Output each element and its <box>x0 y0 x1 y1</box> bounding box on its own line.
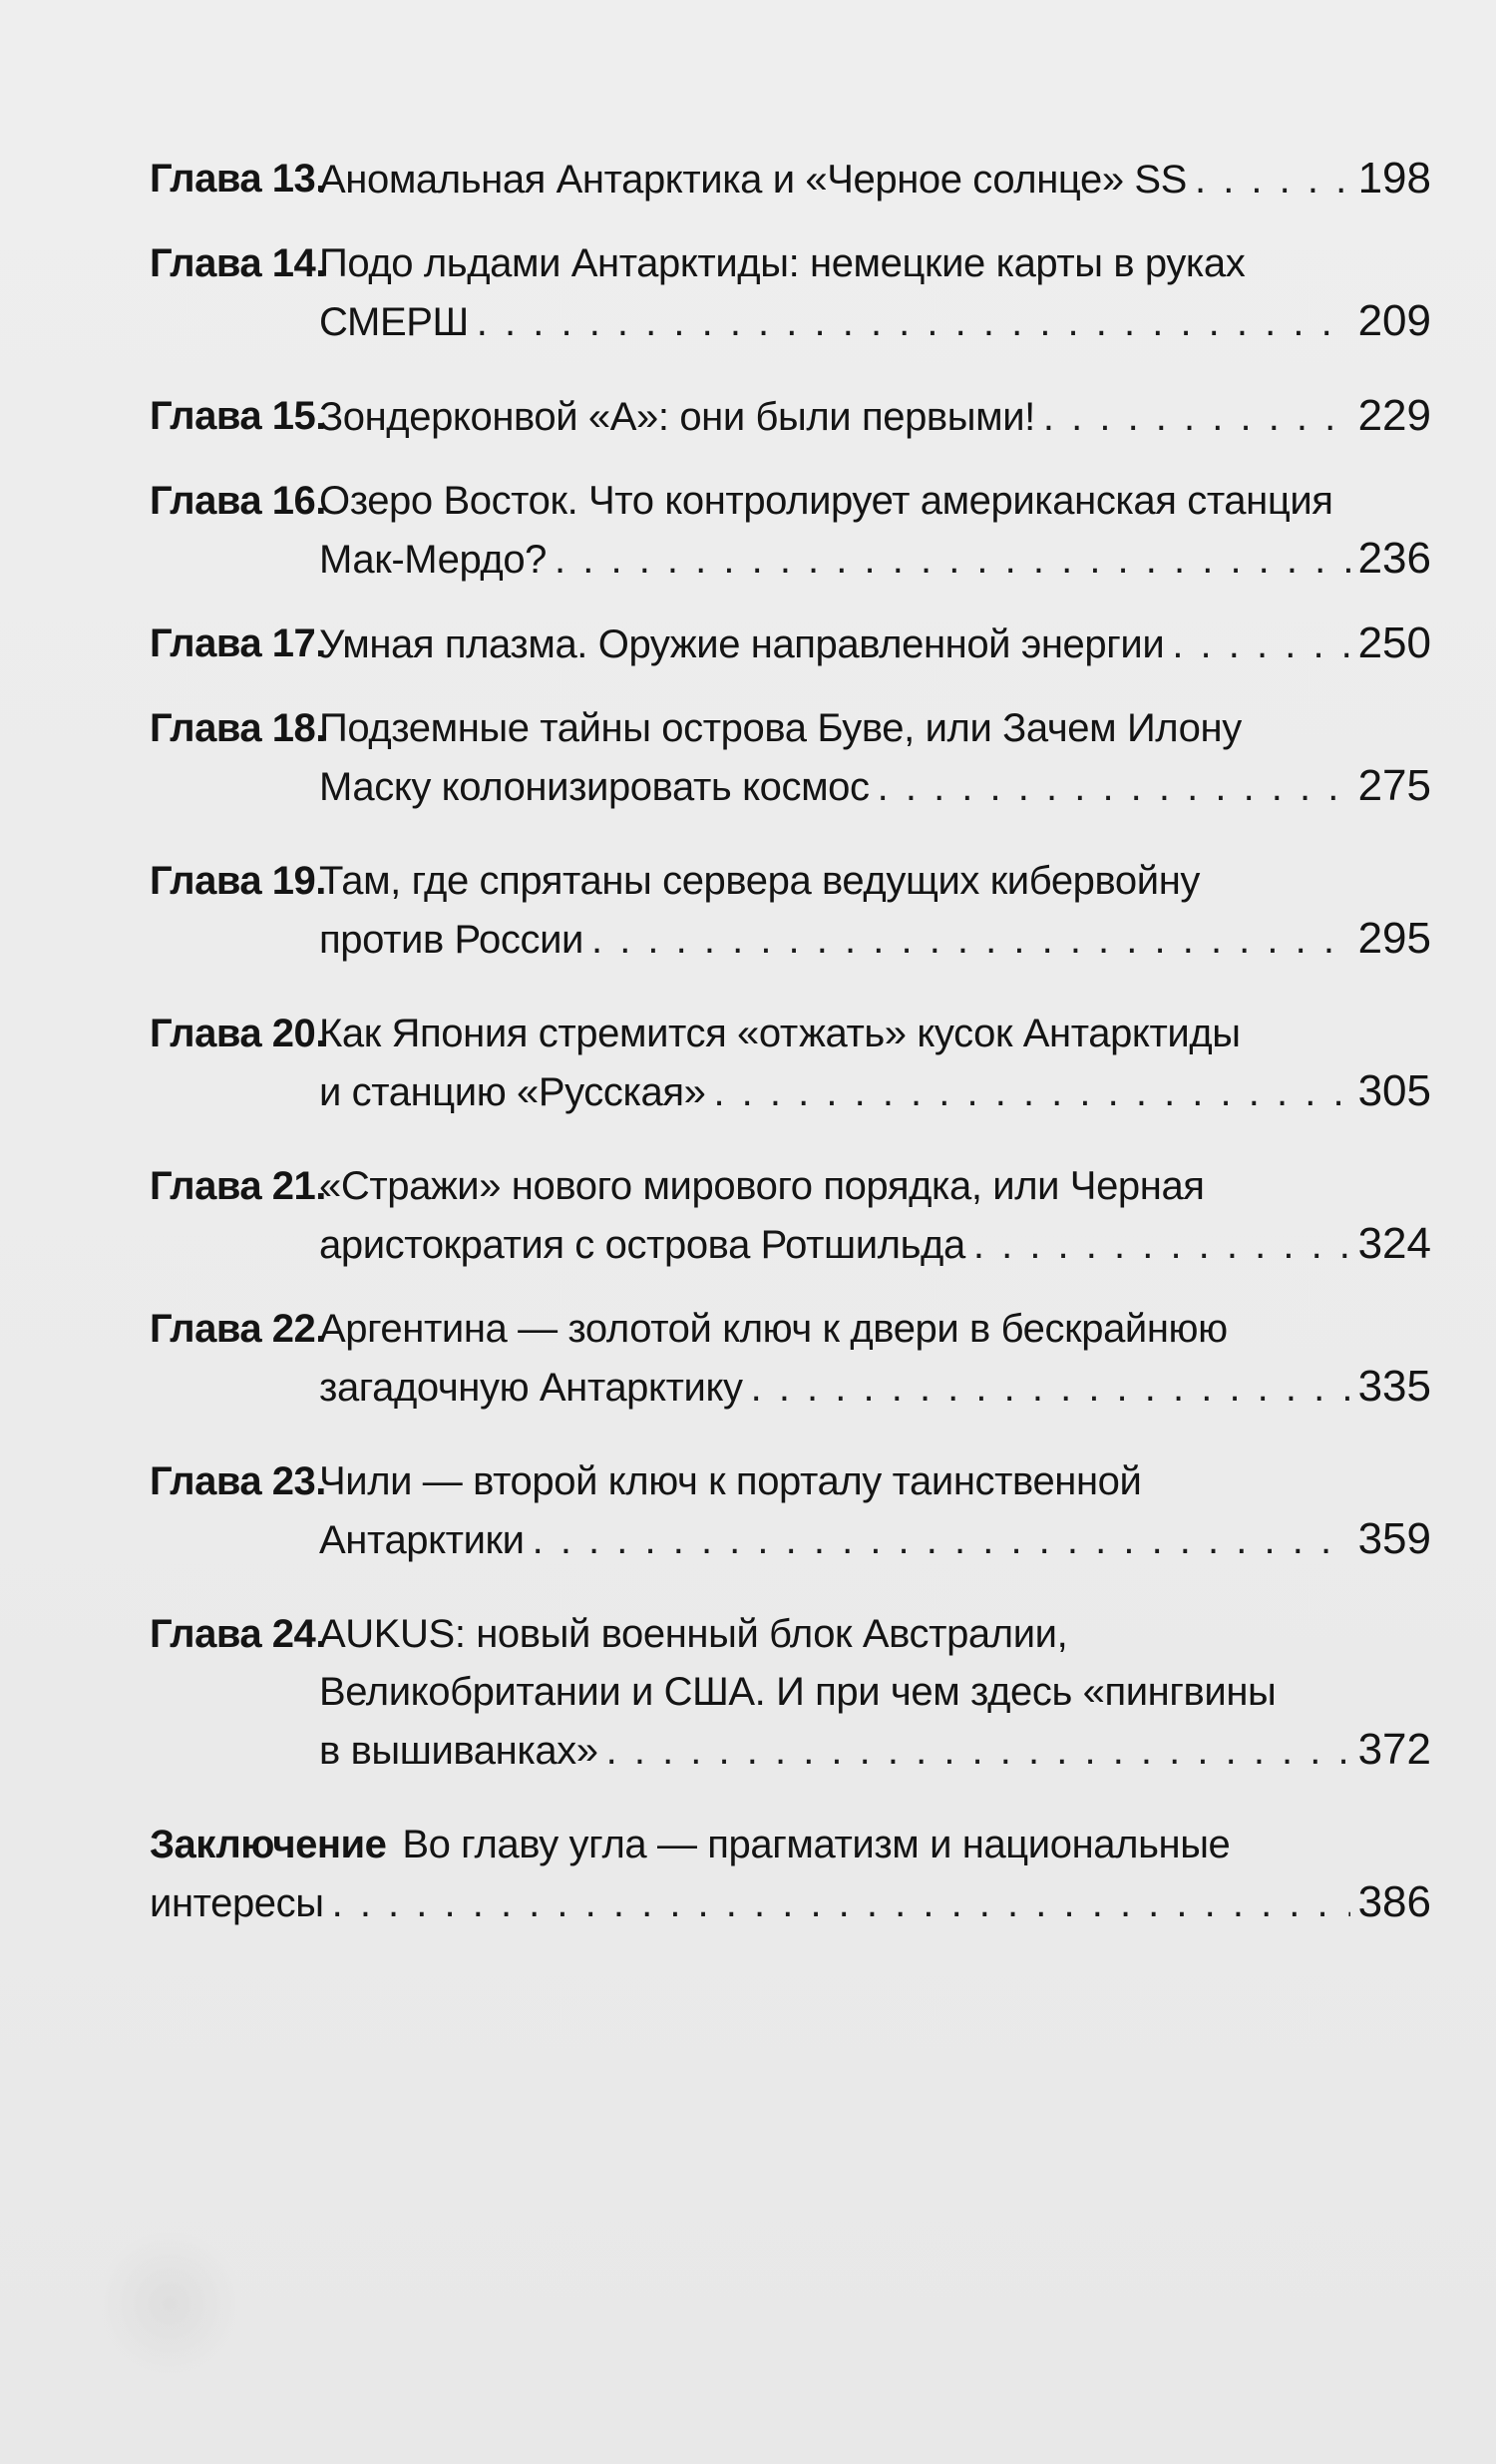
chapter-title-line: Антарктики <box>319 1518 525 1562</box>
chapter-title-line: Подземные тайны острова Буве, или Зачем Илону <box>319 706 1242 750</box>
leader-dots <box>878 758 1350 816</box>
chapter-title-line: аристократия с острова Ротшильда <box>319 1223 965 1267</box>
chapter-title-line: Подо льдами Антарктиды: немецкие карты в руках <box>319 241 1246 285</box>
leader-dots <box>751 1359 1350 1417</box>
page-number: 236 <box>1357 534 1431 583</box>
page-number: 198 <box>1357 154 1431 203</box>
conclusion-label: Заключение <box>150 1823 387 1866</box>
chapter-label: Глава 14. <box>150 241 326 285</box>
toc-entry <box>150 1005 1431 1121</box>
page-number: 305 <box>1357 1066 1431 1115</box>
chapter-label: Глава 24. <box>150 1612 326 1656</box>
toc-entry-conclusion-continued <box>150 1873 1431 1932</box>
chapter-title-line: Там, где спрятаны сервера ведущих кибервойну <box>319 859 1200 903</box>
chapter-label: Глава 19. <box>150 859 326 903</box>
chapter-title-line: Озеро Восток. Что контролирует американская станция <box>319 479 1333 523</box>
chapter-label: Глава 17. <box>150 621 326 665</box>
chapter-title-line: Чили — второй ключ к порталу таинственной <box>319 1459 1142 1503</box>
page-number: 324 <box>1357 1219 1431 1268</box>
toc-entry <box>150 472 1431 589</box>
leader-dots <box>591 911 1350 969</box>
chapter-title-line: Аргентина — золотой ключ к двери в бескрайнюю <box>319 1307 1228 1351</box>
chapter-title-line: Во главу угла — прагматизм и национальные <box>402 1823 1231 1866</box>
toc-entry <box>150 615 1431 673</box>
leader-dots <box>533 1511 1350 1569</box>
leader-dots <box>713 1063 1349 1121</box>
leader-dots <box>1172 616 1349 673</box>
chapter-label: Глава 15. <box>150 394 326 438</box>
chapter-label: Глава 20. <box>150 1012 326 1055</box>
chapter-label: Глава 21. <box>150 1164 326 1208</box>
chapter-title-line: AUKUS: новый военный блок Австралии, <box>319 1612 1068 1656</box>
toc-entry <box>150 150 1431 208</box>
leader-dots <box>606 1722 1350 1780</box>
page-number: 229 <box>1357 391 1431 440</box>
page-number: 209 <box>1357 296 1431 345</box>
chapter-title-line: «Стражи» нового мирового порядка, или Черная <box>319 1164 1205 1208</box>
chapter-title-line: интересы <box>150 1881 324 1925</box>
toc-entry <box>150 852 1431 969</box>
chapter-title-line: СМЕРШ <box>319 300 469 344</box>
chapter-title-line: Умная плазма. Оружие направленной энергии <box>319 622 1165 666</box>
chapter-title-line: Зондерконвой «А»: они были первыми! <box>319 395 1035 439</box>
toc-entry <box>150 1605 1431 1780</box>
chapter-title-line: Мак-Мердо? <box>319 538 548 582</box>
toc-entry <box>150 387 1431 446</box>
leader-dots <box>332 1874 1350 1932</box>
chapter-title-line: загадочную Антарктику <box>319 1366 743 1410</box>
chapter-title-line: против России <box>319 918 583 962</box>
chapter-title-line: и станцию «Русская» <box>319 1070 706 1114</box>
page-number: 372 <box>1357 1725 1431 1774</box>
leader-dots <box>477 293 1350 351</box>
page-number: 275 <box>1357 761 1431 810</box>
chapter-label: Глава 13. <box>150 157 326 201</box>
chapter-title-line: Как Япония стремится «отжать» кусок Антарктиды <box>319 1012 1241 1055</box>
page-number: 335 <box>1357 1362 1431 1411</box>
leader-dots <box>973 1216 1350 1274</box>
leader-dots <box>1043 388 1350 446</box>
chapter-title-line: в вышиванках» <box>319 1729 598 1773</box>
chapter-title-line: Великобритании и США. И при чем здесь «пингвины <box>319 1670 1277 1714</box>
leader-dots <box>555 531 1350 589</box>
chapter-title-line: Маску колонизировать космос <box>319 765 870 809</box>
toc-entry <box>150 699 1431 816</box>
page-number: 359 <box>1357 1514 1431 1563</box>
chapter-label: Глава 16. <box>150 479 326 523</box>
page-number: 295 <box>1357 914 1431 963</box>
leader-dots <box>1195 151 1350 208</box>
page-number: 250 <box>1357 618 1431 667</box>
toc-entry <box>150 1157 1431 1274</box>
page-number: 386 <box>1357 1877 1431 1926</box>
toc-entry <box>150 1452 1431 1569</box>
toc-entry-conclusion <box>150 1816 1431 1873</box>
chapter-label: Глава 22. <box>150 1307 326 1351</box>
toc-entry <box>150 234 1431 351</box>
chapter-label: Глава 18. <box>150 706 326 750</box>
sun-emblem-bleedthrough <box>95 2230 244 2379</box>
table-of-contents <box>150 150 1431 1932</box>
toc-entry <box>150 1300 1431 1417</box>
chapter-label: Глава 23. <box>150 1459 326 1503</box>
chapter-title-line: Аномальная Антарктика и «Черное солнце» SS <box>319 158 1187 202</box>
